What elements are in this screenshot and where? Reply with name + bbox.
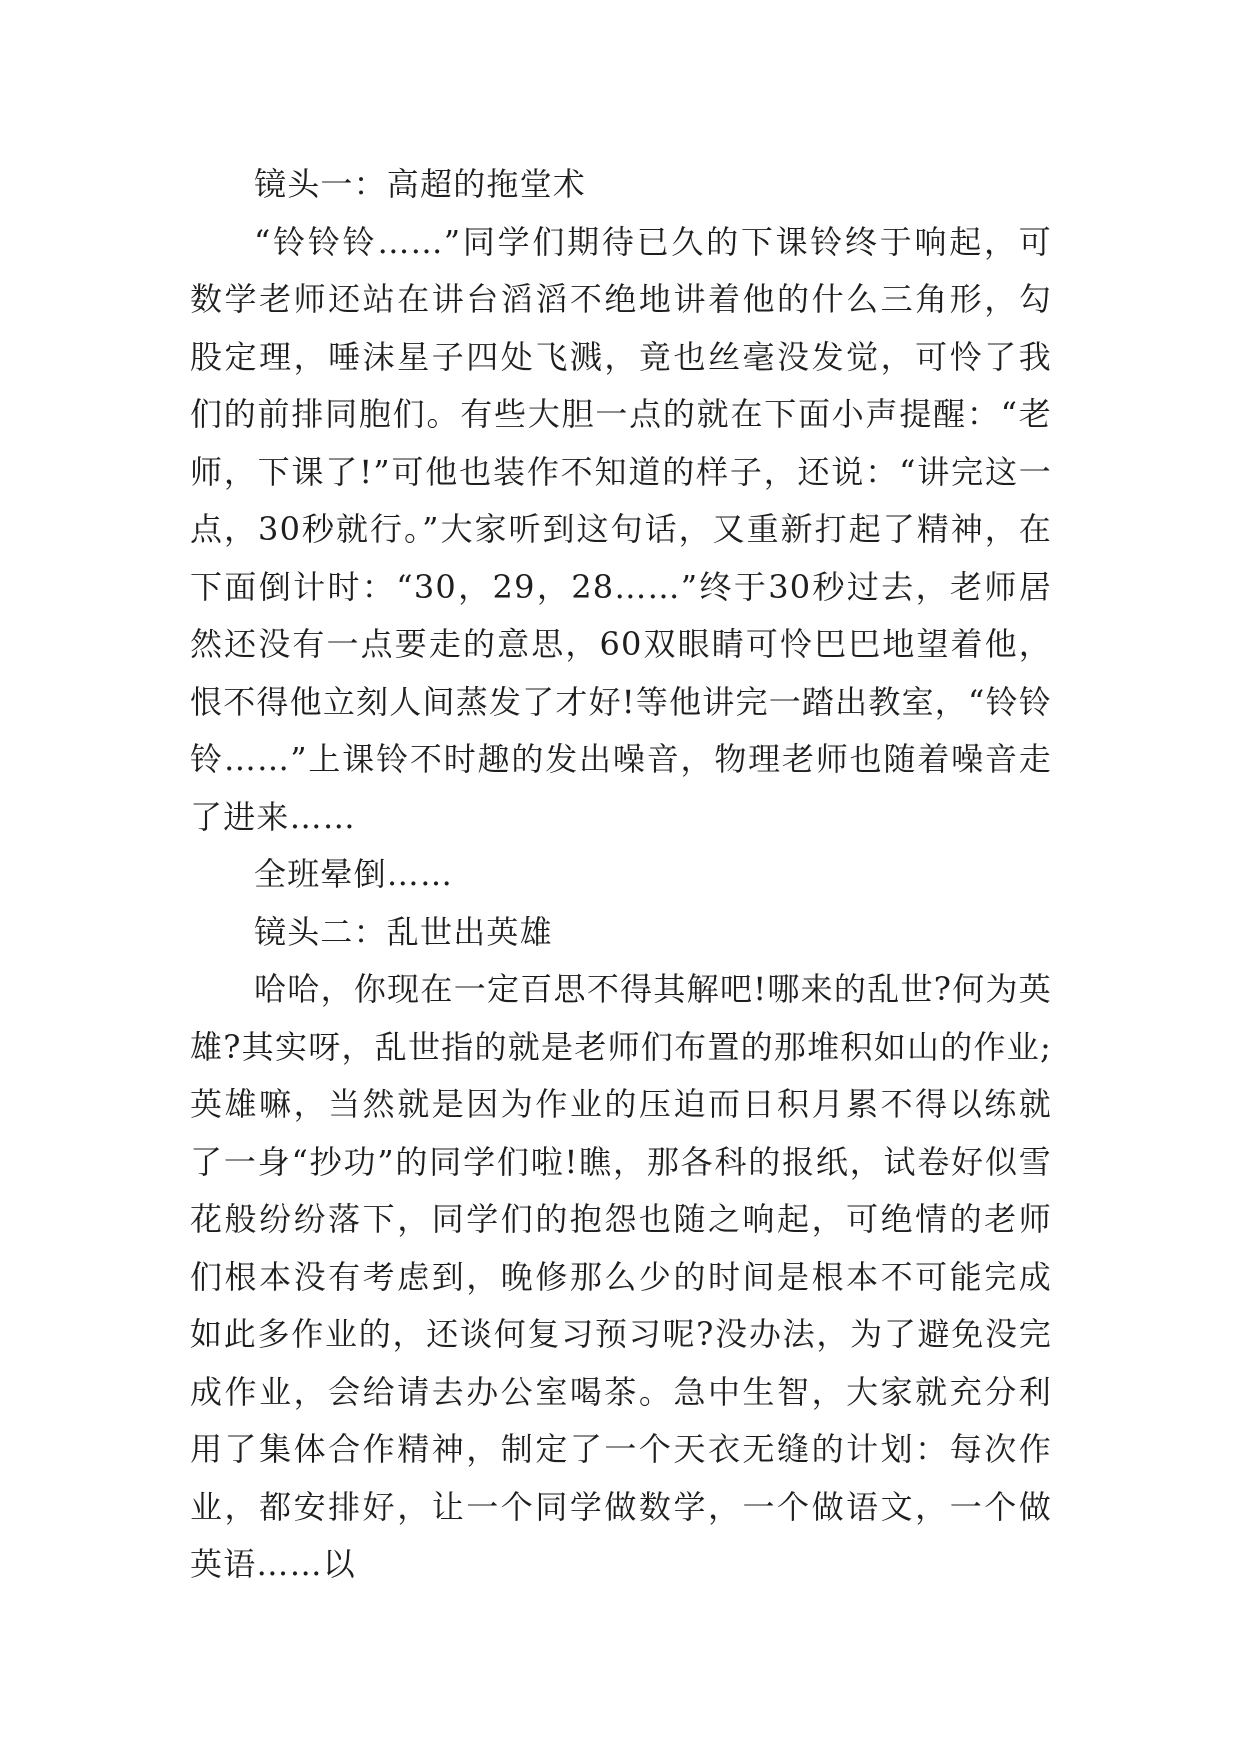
body-paragraph-2: 全班晕倒……	[254, 855, 454, 893]
body-paragraph-3: 哈哈，你现在一定百思不得其解吧!哪来的乱世?何为英雄?其实呀，乱世指的就是老师们布置的那堆积如山的作业;英雄嘛，当然就是因为作业的压迫而日积月累不得以练就了一身“抄功”的同学们啦!瞧，那各科的报纸，试卷好似雪花般纷纷落下，同学们的抱怨也随之响起，可绝情的老师们根本没有考虑到，晚修那么少的时间是根本不可能完成如此多作业的，还谈何复习预习呢?没办法，为了避免没完成作业，会给请去办公室喝茶。急中生智，大家就充分利用了集体合作精神，制定了一个天衣无缝的计划：每次作业，都安排好，让一个同学做数学，一个做语文，一个做英语……以	[190, 970, 1052, 1583]
body-paragraph-1: “铃铃铃……”同学们期待已久的下课铃终于响起，可数学老师还站在讲台滔滔不绝地讲着他的什么三角形，勾股定理，唾沫星子四处飞溅，竟也丝毫没发觉，可怜了我们的前排同胞们。有些大胆一点的就在下面小声提醒：“老师，下课了!”可他也装作不知道的样子，还说：“讲完这一点，30秒就行。”大家听到这句话，又重新打起了精神，在下面倒计时：“30，29，28……”终于30秒过去，老师居然还没有一点要走的意思，60双眼睛可怜巴巴地望着他，恨不得他立刻人间蒸发了才好!等他讲完一踏出教室，“铃铃铃……”上课铃不时趣的发出噪音，物理老师也随着噪音走了进来……	[190, 222, 1052, 836]
section-heading-1: 镜头一：高超的拖堂术	[254, 165, 587, 203]
document-body	[190, 156, 1052, 1594]
section-heading-2: 镜头二：乱世出英雄	[254, 912, 553, 951]
